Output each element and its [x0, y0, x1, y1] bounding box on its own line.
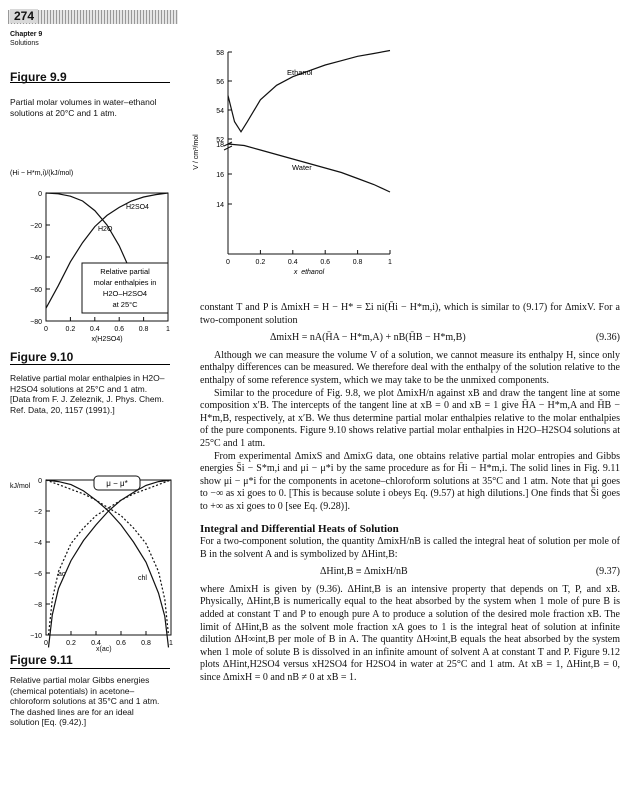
- x-tick-label: 0.2: [65, 326, 76, 333]
- chapter-label: [10, 30, 42, 48]
- paragraph: constant T and P is ΔmixH = H − H* = Σi ni(H̄i − H*m,i), which is similar to (9.17) for ΔmixV. For a two-component solution: [200, 302, 620, 326]
- x-tick-label: 0.6: [116, 640, 126, 647]
- x-tick-label: 0.8: [138, 326, 149, 333]
- annotation-line: at 25°C: [112, 300, 138, 309]
- y-tick-label: 18: [216, 142, 224, 149]
- y-tick-label: −6: [34, 571, 42, 578]
- y-tick-label: 14: [216, 202, 224, 209]
- y-tick-label: 0: [38, 191, 42, 198]
- equation: ΔmixH = nA(H̄A − H*m,A) + nB(H̄B − H*m,B): [270, 332, 466, 344]
- y-tick-label: 52: [216, 137, 224, 144]
- plot-area: [10, 476, 173, 647]
- y-tick-label: 16: [216, 172, 224, 179]
- figure-caption: Relative partial molar enthalpies in H2O–H2SO4 solutions at 25°C and 1 atm. [Data from F. J. Zeleznik, J. Phys. Chem. Ref. Data, 20, 1157 (1991).]: [10, 373, 165, 415]
- figure-title: Figure 9.9: [10, 70, 67, 84]
- chapter-title: Solutions: [10, 40, 39, 47]
- chapter-number: Chapter 9: [10, 31, 43, 38]
- series-label-h2o: H2O: [98, 226, 113, 233]
- equation-9-36: [200, 332, 620, 345]
- ethanol-line: [228, 51, 390, 132]
- figure-caption: Partial molar volumes in water–ethanol solutions at 20°C and 1 atm.: [10, 97, 157, 118]
- x-axis-label: x(H2SO4): [91, 336, 123, 343]
- x-axis-label: x(ac): [96, 646, 112, 653]
- y-axis-label: kJ/mol: [10, 483, 31, 490]
- x-tick-label: 0.2: [66, 640, 76, 647]
- y-axis-label: V / cm³/mol: [193, 134, 200, 170]
- x-tick-label: 1: [166, 326, 170, 333]
- series-label-chloroform: chl: [138, 575, 147, 582]
- legend-label: μ − μ*: [106, 479, 128, 488]
- acetone-line: [49, 480, 172, 647]
- body-text: [200, 302, 620, 685]
- y-tick-label: −2: [34, 509, 42, 516]
- y-tick-label: 54: [216, 108, 224, 115]
- y-tick-label: −10: [30, 633, 42, 640]
- plot-area: [10, 170, 170, 343]
- x-tick-label: 0: [44, 640, 48, 647]
- x-tick-label: 0.4: [91, 640, 101, 647]
- figure-title: Figure 9.10: [10, 350, 74, 364]
- divider: [10, 668, 170, 669]
- x-tick-label: 0.2: [255, 259, 266, 266]
- paragraph: Similar to the procedure of Fig. 9.8, we plot ΔmixH/n against xB and draw the tangent line at some composition x′B. The intercepts of the tangent line at xB = 0 and xB = 1 give H̄A − H*m,A and H̄B − H*m,B, respectively, at x′B. We thus determine partial molar enthalpies relative to the molar enthalpies of the pure components. Figure 9.10 shows relative partial molar enthalpies in H2O–H2SO4 solutions at 25°C and 1 atm.: [200, 387, 620, 449]
- figure-caption: Relative partial molar Gibbs energies (chemical potentials) in acetone–chloroform solutions at 35°C and 1 atm. The dashed lines are for an ideal solution [Eq. (9.42).]: [10, 675, 160, 727]
- y-tick-label: −4: [34, 540, 42, 547]
- equation: ΔHint,B ≡ ΔmixH/nB: [320, 566, 408, 578]
- y-tick-label: 56: [216, 79, 224, 86]
- x-tick-label: 0.4: [89, 326, 100, 333]
- y-axis-label: (Hi − H*m,i)/(kJ/mol): [10, 170, 74, 177]
- series-label-ethanol: Ethanol: [287, 68, 313, 77]
- y-tick-label: −80: [30, 319, 42, 326]
- series-label-h2so4: H2SO4: [126, 204, 149, 211]
- equation-number: (9.37): [595, 566, 620, 578]
- section-heading: Integral and Differential Heats of Solution: [200, 522, 399, 535]
- equation-9-37: [200, 566, 620, 579]
- x-axis-label: x_ethanol: [293, 269, 325, 274]
- y-tick-label: −8: [34, 602, 42, 609]
- divider: [10, 364, 170, 365]
- figure-title: Figure 9.11: [10, 653, 73, 667]
- series-label-acetone: ac: [58, 571, 66, 578]
- chloroform-line: [46, 480, 169, 647]
- y-tick-label: −40: [30, 255, 42, 262]
- page-number: 274: [10, 9, 38, 23]
- paragraph: Although we can measure the volume V of a solution, we cannot measure its enthalpy H, since only enthalpy differences can be measured. We therefore deal with the enthalpy of the solution relative to the enthalpy of some reference system, which we may take to be the unmixed components.: [200, 349, 620, 386]
- annotation-line: Relative partial: [100, 267, 150, 276]
- paragraph: For a two-component solution, the quantity ΔmixH/nB is called the integral heat of solution per mole of B in the solvent A and is symbolized by ΔHint,B:: [200, 536, 620, 560]
- y-tick-label: 0: [38, 478, 42, 485]
- paragraph: From experimental ΔmixS and ΔmixG data, one obtains relative partial molar entropies and Gibbs energies S̄i − S*m,i and μi − μ*i by the same procedure as for H̄i − H*m,i. The solid lines in Fig. 9.11 show μi − μ*i for the components in acetone–chloroform solutions at 35°C and 1 atm. Note that μi goes to −∞ as xi goes to 0. [This is because solute i obeys Eq. (9.57) at high dilutions.] One finds that S̄i goes to +∞ as xi goes to 0 [see Eq. (9.28)].: [200, 450, 620, 512]
- x-tick-label: 0.8: [352, 259, 363, 266]
- x-tick-label: 0: [44, 326, 48, 333]
- figure-9-10-chart: [6, 163, 181, 345]
- equation-number: (9.36): [595, 332, 620, 344]
- y-tick-label: −60: [30, 287, 42, 294]
- y-tick-label: −20: [30, 223, 42, 230]
- plot-area: [193, 50, 392, 274]
- x-tick-label: 0: [226, 259, 230, 266]
- x-tick-label: 0.6: [114, 326, 125, 333]
- figure-9-11-chart: [6, 470, 186, 648]
- x-tick-label: 1: [169, 640, 173, 647]
- paragraph: where ΔmixH is given by (9.36). ΔHint,B is an intensive property that depends on T, P, and xB. Physically, ΔHint,B is numerically equal to the heat absorbed by the system when 1 mole of pure B is added at constant T and P to enough pure A to produce a solution of the desired mole fraction xB. The limit of ΔHint,B as the solvent mole fraction xA goes to 1 is the integral heat of solution at infinite dilution ΔH∞int,B per mole of B in A. The quantity ΔH∞int,B equals the heat absorbed by the system when 1 mole of solute B is dissolved in an infinite amount of solvent A at constant T and P. Figure 9.12 plots ΔHint,H2SO4 versus xH2SO4 for H2SO4 in water at 25°C and 1 atm. At xB = 1, ΔHint,B = 0, since ΔmixH = 0 and nB ≠ 0 at xB = 1.: [200, 583, 620, 684]
- x-tick-label: 1: [388, 259, 392, 266]
- x-tick-label: 0.8: [141, 640, 151, 647]
- annotation-line: molar enthalpies in: [93, 278, 157, 287]
- y-tick-label: 58: [216, 50, 224, 57]
- ideal-chloroform-line: [46, 480, 169, 635]
- figure-9-9-chart: [180, 42, 400, 274]
- x-tick-label: 0.6: [320, 259, 331, 266]
- annotation-line: H2O–H2SO4: [102, 289, 148, 298]
- series-label-water: Water: [292, 163, 312, 172]
- x-tick-label: 0.4: [287, 259, 298, 266]
